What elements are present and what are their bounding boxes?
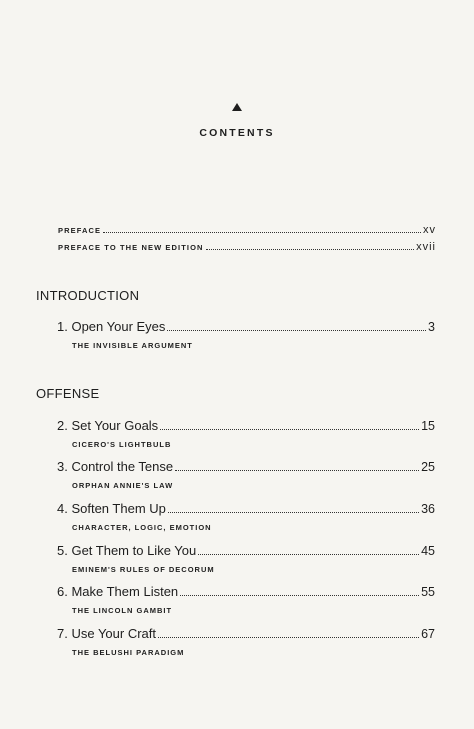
dot-leader bbox=[206, 249, 415, 250]
dot-leader bbox=[160, 429, 419, 430]
chapter-title: 3. Control the Tense bbox=[57, 459, 174, 474]
triangle-up-icon bbox=[232, 103, 242, 111]
toc-chapter-5[interactable] bbox=[57, 543, 435, 558]
toc-page-number: 45 bbox=[421, 544, 435, 558]
toc-page-number: 15 bbox=[421, 419, 435, 433]
toc-page-number: 55 bbox=[421, 585, 435, 599]
toc-page-number: 25 bbox=[421, 460, 435, 474]
toc-entry-preface-new-edition[interactable] bbox=[58, 241, 436, 253]
dot-leader bbox=[175, 470, 419, 471]
toc-entry-preface[interactable] bbox=[58, 224, 436, 236]
chapter-subtitle: EMINEM'S RULES OF DECORUM bbox=[72, 565, 215, 574]
chapter-title: 6. Make Them Listen bbox=[57, 584, 179, 599]
toc-page-number: xvii bbox=[416, 241, 436, 253]
toc-chapter-3[interactable] bbox=[57, 459, 435, 474]
section-heading-offense: OFFENSE bbox=[36, 386, 100, 401]
dot-leader bbox=[158, 637, 419, 638]
toc-page-number: 3 bbox=[428, 320, 435, 334]
chapter-title: 2. Set Your Goals bbox=[57, 418, 159, 433]
section-heading-introduction: INTRODUCTION bbox=[36, 288, 140, 303]
toc-chapter-4[interactable] bbox=[57, 501, 435, 516]
toc-chapter-2[interactable] bbox=[57, 418, 435, 433]
toc-chapter-1[interactable] bbox=[57, 319, 435, 334]
dot-leader bbox=[168, 512, 419, 513]
chapter-subtitle: CICERO'S LIGHTBULB bbox=[72, 440, 172, 449]
chapter-subtitle: THE BELUSHI PARADIGM bbox=[72, 648, 185, 657]
dot-leader bbox=[103, 232, 421, 233]
dot-leader bbox=[198, 554, 419, 555]
chapter-title: 7. Use Your Craft bbox=[57, 626, 156, 641]
chapter-subtitle: CHARACTER, LOGIC, EMOTION bbox=[72, 523, 212, 532]
chapter-title: 4. Soften Them Up bbox=[57, 501, 166, 516]
toc-page-number: xv bbox=[423, 224, 436, 236]
dot-leader bbox=[167, 330, 426, 331]
toc-entry-label: PREFACE bbox=[58, 226, 102, 235]
chapter-title: 5. Get Them to Like You bbox=[57, 543, 197, 558]
toc-chapter-6[interactable] bbox=[57, 584, 435, 599]
page-title: CONTENTS bbox=[199, 127, 275, 139]
toc-chapter-7[interactable] bbox=[57, 626, 435, 641]
dot-leader bbox=[180, 595, 419, 596]
chapter-subtitle: THE LINCOLN GAMBIT bbox=[72, 606, 173, 615]
chapter-title: 1. Open Your Eyes bbox=[57, 319, 166, 334]
toc-entry-label: PREFACE TO THE NEW EDITION bbox=[58, 243, 204, 252]
toc-page-number: 67 bbox=[421, 627, 435, 641]
chapter-subtitle: ORPHAN ANNIE'S LAW bbox=[72, 481, 174, 490]
chapter-subtitle: THE INVISIBLE ARGUMENT bbox=[72, 341, 193, 350]
toc-page-number: 36 bbox=[421, 502, 435, 516]
